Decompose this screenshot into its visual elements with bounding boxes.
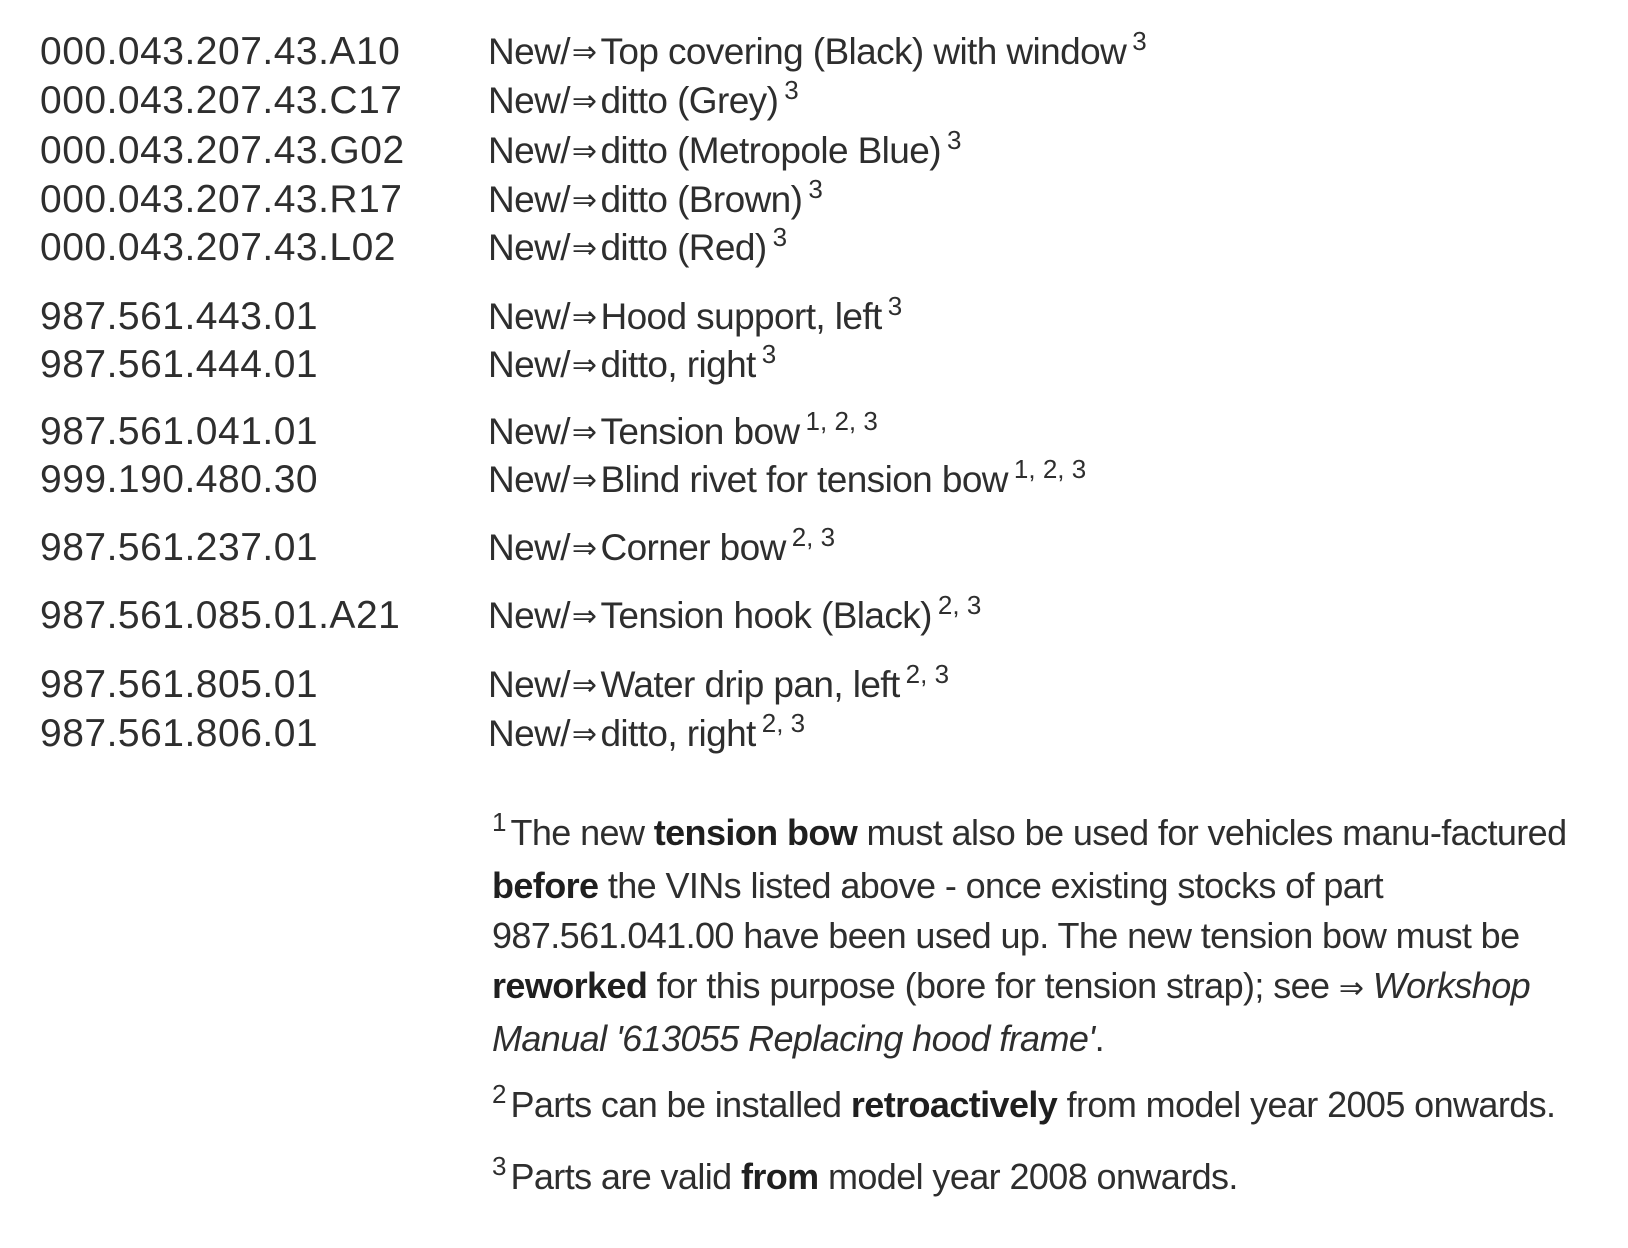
footnote-bold-text: from [740,1156,819,1197]
part-number: 987.561.041.01 [40,410,319,453]
footnote-text: . [1094,1018,1104,1059]
arrow-icon: ⇒ [571,463,597,498]
footnote-text: Parts are valid [510,1156,741,1197]
part-row [0,28,1628,76]
description-text: ditto (Red) [600,227,767,268]
footnote-ref: 1, 2, 3 [1013,454,1087,484]
description-text: Tension hook (Black) [600,595,932,636]
part-row [0,592,1628,640]
part-description [488,408,878,459]
workshop-manual-reference: Workshop Manual '613055 Replacing hood frame' [492,965,1531,1059]
footnote-ref: 3 [946,125,962,155]
description-text: Blind rivet for tension bow [600,459,1008,500]
description-text: Corner bow [600,527,786,568]
footnote-text: Parts can be installed [510,1084,851,1125]
part-description [488,592,981,643]
arrow-icon: ⇒ [571,348,597,383]
footnote-1 [492,808,1622,1064]
part-description [488,28,1147,79]
description-text: ditto (Brown) [600,179,803,220]
new-prefix: New/ [488,179,570,220]
part-number: 987.561.806.01 [40,712,319,755]
footnote-ref: 3 [772,222,788,252]
arrow-icon: ⇒ [571,668,597,703]
footnote-bold-text: tension bow [653,812,858,853]
footnote-bold-text: before [492,865,599,906]
part-number: 987.561.085.01.A21 [40,594,401,637]
new-prefix: New/ [488,344,570,385]
arrow-icon: ⇒ [571,717,597,752]
arrow-icon: ⇒ [571,231,597,266]
part-row [0,224,1628,272]
new-prefix: New/ [488,227,570,268]
arrow-icon: ⇒ [571,134,597,169]
description-text: ditto (Grey) [600,80,779,121]
part-number: 000.043.207.43.C17 [40,79,403,122]
description-text: Water drip pan, left [600,664,900,705]
part-row [0,293,1628,341]
footnote-ref: 2, 3 [937,590,982,620]
description-text: Tension bow [600,411,800,452]
footnote-marker: 2 [492,1079,507,1109]
arrow-icon: ⇒ [571,84,597,119]
arrow-icon: ⇒ [571,300,597,335]
arrow-icon: ⇒ [571,531,597,566]
footnote-ref: 3 [1132,26,1147,56]
part-number: 000.043.207.43.G02 [40,129,405,172]
footnote-ref: 2, 3 [791,522,836,552]
part-number: 987.561.237.01 [40,526,319,569]
footnote-ref: 3 [761,339,777,369]
new-prefix: New/ [488,411,570,452]
part-row [0,341,1628,389]
part-description [488,341,776,392]
part-number: 000.043.207.43.A10 [40,30,401,73]
part-description [488,661,949,712]
footnote-bold-text: reworked [492,965,648,1006]
new-prefix: New/ [488,296,570,337]
footnote-marker: 1 [492,807,507,837]
footnote-ref: 2, 3 [905,659,950,689]
footnote-3 [492,1152,1238,1205]
new-prefix: New/ [488,527,570,568]
new-prefix: New/ [488,130,570,171]
part-row [0,661,1628,709]
new-prefix: New/ [488,664,570,705]
description-text: ditto, right [600,344,756,385]
part-description [488,293,902,344]
description-text: ditto (Metropole Blue) [600,130,941,171]
arrow-icon: ⇒ [571,183,597,218]
description-text: Hood support, left [600,296,882,337]
footnote-ref: 3 [887,291,903,321]
part-number: 987.561.444.01 [40,343,319,386]
new-prefix: New/ [488,595,570,636]
part-number: 000.043.207.43.R17 [40,178,403,221]
footnote-text: from model year 2005 onwards. [1057,1084,1556,1125]
footnote-ref: 1, 2, 3 [805,406,878,436]
part-description [488,524,835,575]
footnote-text: must also be used for vehicles manu-factured [857,812,1567,853]
part-row [0,127,1628,175]
part-description [488,77,799,128]
part-row [0,408,1628,456]
footnote-marker: 3 [492,1151,507,1181]
part-description [488,127,961,178]
part-row [0,710,1628,758]
part-description [488,224,787,275]
footnote-ref: 2, 3 [761,708,806,738]
part-number: 987.561.805.01 [40,663,319,706]
new-prefix: New/ [488,31,570,72]
part-description [488,710,805,761]
footnote-text: The new [510,812,654,853]
new-prefix: New/ [488,713,570,754]
new-prefix: New/ [488,80,570,121]
arrow-icon: ⇒ [571,35,597,70]
part-description [488,176,823,227]
part-number: 987.561.443.01 [40,295,319,338]
part-description [488,456,1086,507]
footnote-text: model year 2008 onwards. [818,1156,1238,1197]
description-text: Top covering (Black) with window [600,31,1127,72]
part-row [0,524,1628,572]
new-prefix: New/ [488,459,570,500]
footnote-ref: 3 [808,174,823,204]
part-number: 999.190.480.30 [40,458,319,501]
arrow-icon: ⇒ [571,415,597,450]
part-number: 000.043.207.43.L02 [40,226,397,269]
footnote-text: for this purpose (bore for tension strap); see [647,965,1339,1006]
footnote-bold-text: retroactively [850,1084,1058,1125]
footnote-ref: 3 [784,75,799,105]
description-text: ditto, right [600,713,756,754]
arrow-icon: ⇒ [1338,971,1364,1006]
part-row [0,176,1628,224]
part-row [0,77,1628,125]
arrow-icon: ⇒ [571,599,597,634]
footnote-text: the VINs listed above - once existing stocks of part 987.561.041.00 have been used up. The new tension bow must be [492,865,1520,956]
footnote-2 [492,1080,1555,1133]
part-row [0,456,1628,504]
